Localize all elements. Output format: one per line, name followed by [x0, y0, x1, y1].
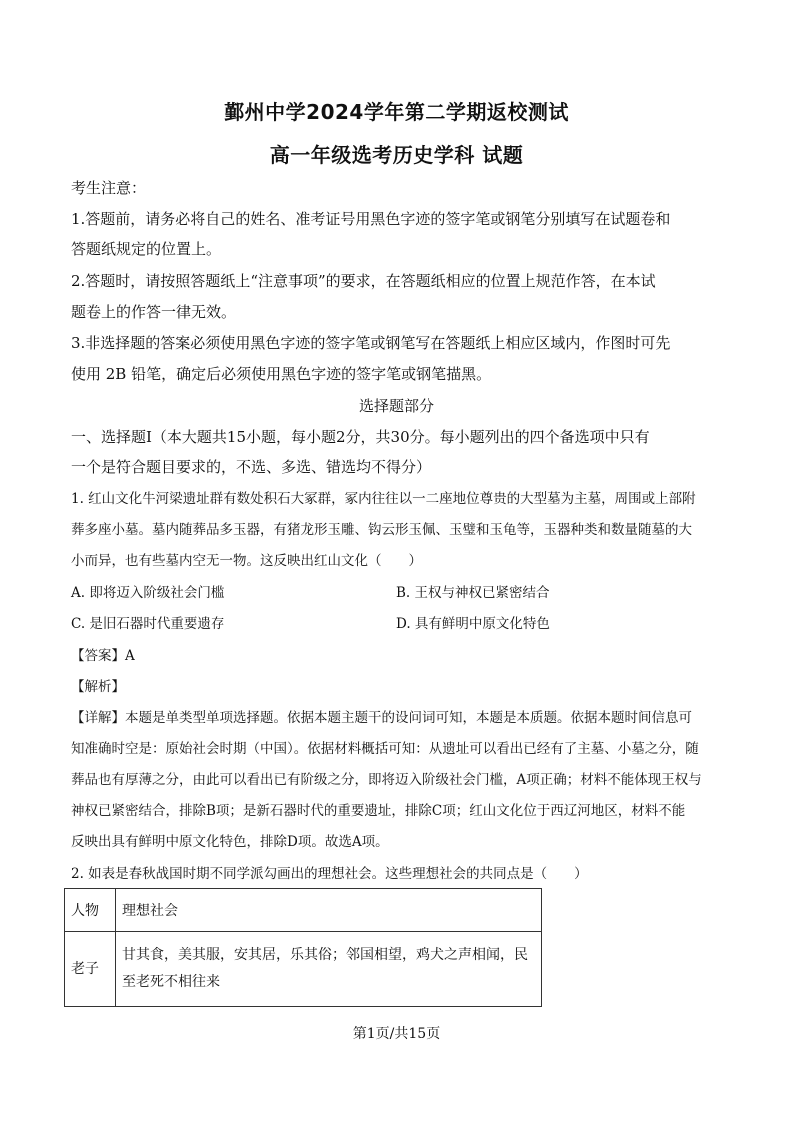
question-1-stem: 小而异，也有些墓内空无一物。这反映出红山文化（ ）: [71, 553, 422, 569]
table-cell: 老子: [65, 932, 116, 1007]
page-number: 第1页/共15页: [352, 1026, 441, 1042]
table-row: [65, 932, 542, 1007]
notice-line: 3.非选择题的答案必须使用黑色字迹的签字笔或钢笔写在答题纸上相应区域内，作图时可先: [71, 334, 671, 352]
question-1-stem: 葬多座小墓。墓内随葬品多玉器，有猪龙形玉雕、钩云形玉佩、玉璧和玉龟等，玉器种类和数量随墓的大: [71, 522, 692, 538]
question-2-stem: 2. 如表是春秋战国时期不同学派勾画出的理想社会。这些理想社会的共同点是（ ）: [71, 866, 588, 882]
detail-line: 【详解】本题是单类型单项选择题。依据本题主题干的设问词可知，本题是本质题。依据本题时间信息可: [71, 710, 692, 726]
option-b: B. 王权与神权已紧密结合: [396, 585, 550, 601]
detail-line: 神权已紧密结合，排除B项；是新石器时代的重要遗址，排除C项；红山文化位于西辽河地区，材料不能: [71, 803, 686, 819]
option-a: A. 即将迈入阶级社会门槛: [71, 585, 225, 601]
section-intro-line: 一、选择题Ⅰ（本大题共15小题，每小题2分，共30分。每小题列出的四个备选项中只有: [71, 428, 650, 446]
table-header-row: [65, 889, 542, 932]
option-c: C. 是旧石器时代重要遗存: [71, 616, 225, 632]
ideal-society-table: [64, 888, 542, 1007]
analysis-label: 【解析】: [71, 679, 125, 695]
notice-line: 使用 2B 铅笔，确定后必须使用黑色字迹的签字笔或钢笔描黑。: [71, 365, 492, 383]
page-subtitle: 高一年级选考历史学科 试题: [269, 143, 524, 167]
answer-label: 【答案】A: [71, 648, 135, 664]
detail-line: 反映出具有鲜明中原文化特色，排除D项。故选A项。: [71, 834, 389, 850]
table-cell: 甘其食，美其服，安其居，乐其俗；邻国相望，鸡犬之声相闻，民至老死不相往来: [116, 932, 542, 1007]
notice-heading: 考生注意：: [71, 179, 147, 197]
detail-line: 葬品也有厚薄之分，由此可以看出已有阶级之分，即将迈入阶级社会门槛，A项正确；材料不能体现王权与: [71, 772, 702, 788]
question-1-stem: 1. 红山文化牛河梁遗址群有数处积石大冢群，冢内往往以一二座地位尊贵的大型墓为主墓，周围或上部附: [71, 491, 696, 507]
notice-line: 2.答题时，请按照答题纸上“注意事项”的要求，在答题纸相应的位置上规范作答，在本试: [71, 272, 656, 290]
notice-line: 1.答题前，请务必将自己的姓名、准考证号用黑色字迹的签字笔或钢笔分别填写在试题卷和: [71, 210, 671, 228]
option-d: D. 具有鲜明中原文化特色: [396, 616, 550, 632]
notice-line: 答题纸规定的位置上。: [71, 240, 222, 258]
section-title: 选择题部分: [358, 397, 434, 415]
section-intro-line: 一个是符合题目要求的，不选、多选、错选均不得分）: [71, 458, 432, 476]
table-header-cell: 理想社会: [116, 889, 542, 932]
notice-line: 题卷上的作答一律无效。: [71, 303, 237, 321]
detail-line: 知准确时空是：原始社会时期（中国）。依据材料概括可知：从遗址可以看出已经有了主墓、小墓之分，随: [71, 741, 699, 757]
page-title: 鄞州中学2024学年第二学期返校测试: [224, 100, 569, 124]
table-header-cell: 人物: [65, 889, 116, 932]
